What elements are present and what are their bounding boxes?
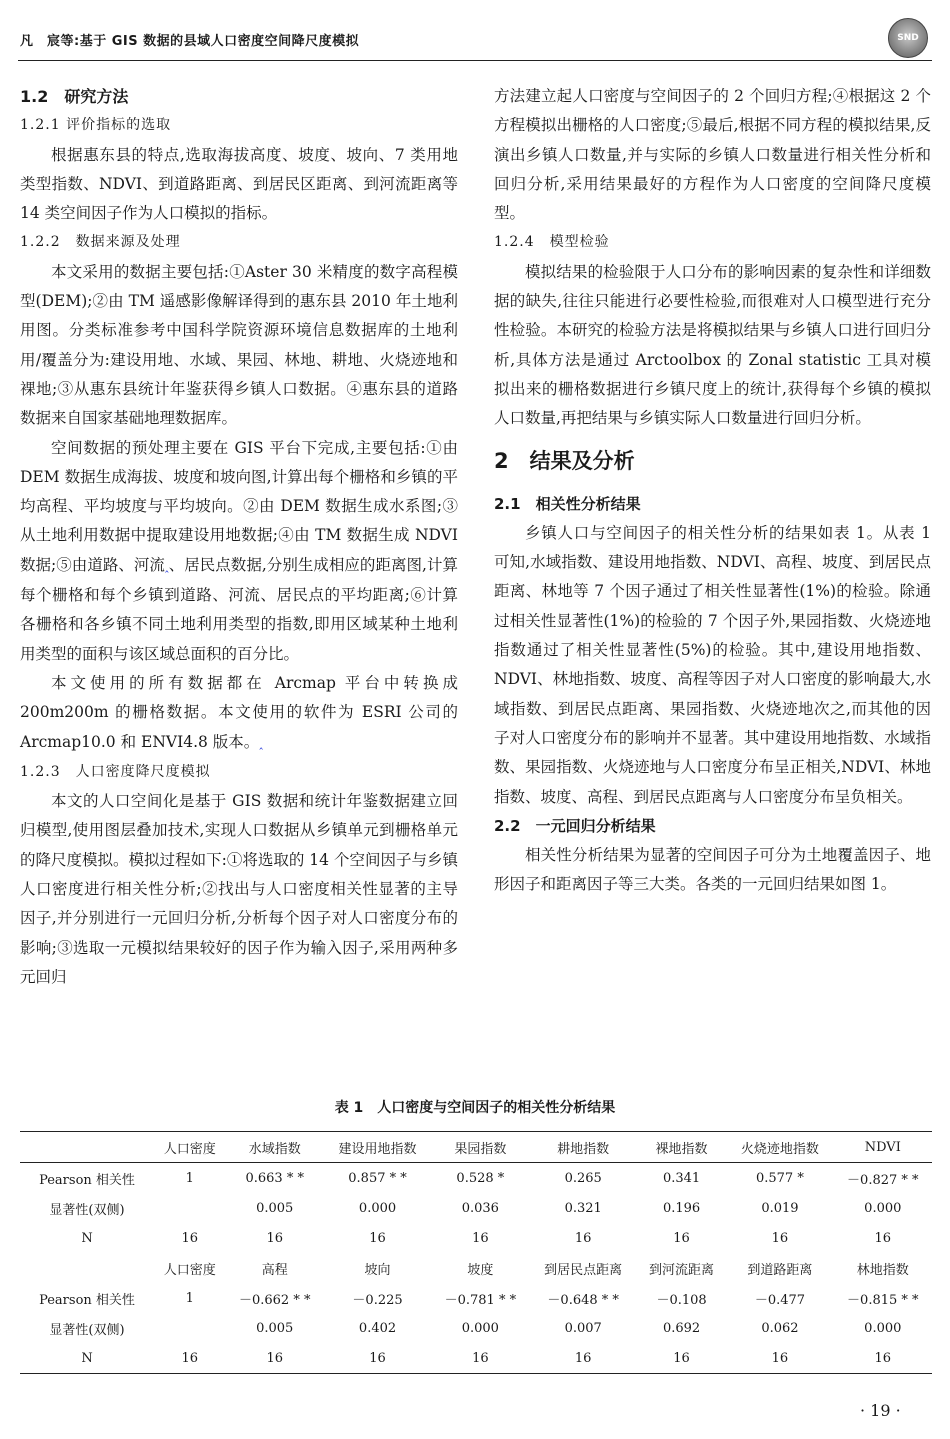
table-cell: 1 [185,1290,194,1306]
subsection-heading: 2.1 相关性分析结果 [494,494,641,513]
table-cell: 16 [472,1230,489,1246]
table-cell: 林地指数 [856,1262,909,1278]
paragraph-text: 空间数据的预处理主要在 GIS 平台下完成,主要包括:①由 DEM 数据生成海拔、坡度和坡向图,计算出每个栅格和乡镇的平均高程、平均坡度与平均坡向。②由 DEM 数据生成水系图;③从土地利用数据中提取建设用地数据;④由 TM 数据生成 NDVI 数据;⑤由道路、河流 [20,438,458,574]
chapter-heading: 2 结果及分析 [494,448,635,473]
table-cell: 果园指数 [431,1132,529,1163]
table-cell: 1 [154,1163,226,1194]
table-cell: －0.108 [656,1292,707,1308]
table-cell: 0.196 [662,1200,701,1216]
table-cell: 16 [834,1343,932,1374]
table-cell: 0.402 [358,1320,397,1336]
table-cell: 0.005 [256,1320,294,1336]
subsection-heading: 1.2.4 模型检验 [494,234,610,251]
table-cell: 16 [431,1343,529,1374]
table-cell: 0.000 [864,1200,902,1216]
table-cell: NDVI [834,1132,932,1163]
subsection-heading: 2.2 一元回归分析结果 [494,816,656,835]
table-cell: －0.648 * * [547,1292,619,1308]
table-cell: 16 [530,1343,637,1374]
correlation-table [20,1131,932,1374]
table-cell: 到道路距离 [747,1262,813,1278]
table-cell [154,1313,226,1343]
table-cell: 0.036 [461,1200,499,1216]
table-cell: 0.857 * * [324,1163,431,1194]
table-cell: 0.528 * [431,1163,529,1194]
table-cell: 坡度 [467,1262,494,1278]
table-cell: 16 [266,1230,283,1246]
table-row [20,1283,932,1313]
table-cell: 显著性(双侧) [49,1322,125,1338]
table-cell: 0.265 [530,1163,637,1194]
table-cell: 到河流距离 [649,1262,715,1278]
subsection-heading: 1.2.2 数据来源及处理 [20,234,181,251]
paragraph [20,434,458,669]
paragraph: 相关性分析结果为显著的空间因子可分为土地覆盖因子、地形因子和距离因子等三大类。各类的一元回归结果如图 1。 [494,846,931,894]
table-cell [20,1132,154,1163]
paragraph: 本文的人口空间化是基于 GIS 数据和统计年鉴数据建立回归模型,使用图层叠加技术,实现人口数据从乡镇单元到栅格单元的降尺度模拟。模拟过程如下:①将选取的 14 个空间因子与乡镇人口密度进行相关性分析;②找出与人口密度相关性显著的主导因子,并分别进行一元回归分析,分析每个因子对人口密度分布的影响;③选取一元模拟结果较好的因子作为输入因子,采用两种多元回归 [20,792,458,986]
table-cell: 火烧迹地指数 [726,1132,833,1163]
table-cell: 耕地指数 [530,1132,637,1163]
paragraph: 方法建立起人口密度与空间因子的 2 个回归方程;④根据这 2 个方程模拟出栅格的人口密度;⑤最后,根据不同方程的模拟结果,反演出乡镇人口数量,并与实际的乡镇人口数量进行相关性分析和回归分析,采用结果最好的方程作为人口密度的空间降尺度模型。 [494,87,931,223]
journal-logo-icon: SND [888,18,928,58]
table-cell: 水域指数 [226,1132,324,1163]
table-cell: 0.663 * * [226,1163,324,1194]
table-cell: －0.477 [754,1292,806,1308]
paragraph: 模拟结果的检验限于人口分布的影响因素的复杂性和详细数据的缺失,往往只能进行必要性检验,而很难对人口模型进行充分性检验。本研究的检验方法是将模拟结果与乡镇人口进行回归分析,具体方法是通过 Arctoolbox 的 Zonal statistic 工具对模拟出来的栅格数据进行乡镇尺度上的统计,获得每个乡镇的模拟人口数量,再把结果与乡镇实际人口数量进行回归分析。 [494,262,931,428]
paragraph: 本文采用的数据主要包括:①Aster 30 米精度的数字高程模型(DEM);②由 TM 遥感影像解译得到的惠东县 2010 年土地利用图。分类标准参考中国科学院资源环境信息数据库的土地利用/覆盖分为:建设用地、水域、果园、林地、耕地、火烧迹地和裸地;③从惠东县统计年鉴获得乡镇人口数据。④惠东县的道路数据来自国家基础地理数据库。 [20,262,458,428]
paragraph: 根据惠东县的特点,选取海拔高度、坡度、坡向、7 类用地类型指数、NDVI、到道路距离、到居民区距离、到河流距离等 14 类空间因子作为人口模拟的指标。 [20,145,458,223]
table-cell: －0.815 * * [847,1292,919,1308]
edit-caret-icon: ‸ [259,736,264,750]
table-row [20,1313,932,1343]
table-cell: 0.000 [461,1320,499,1336]
table-cell: 16 [637,1343,726,1374]
page-number: · 19 · [860,1401,901,1420]
subsection-heading: 1.2.3 人口密度降尺度模拟 [20,763,211,780]
table-cell: －0.225 [352,1292,403,1308]
table-cell: 坡向 [364,1262,391,1278]
table-cell: 到居民点距离 [544,1262,623,1278]
table-cell: 人口密度 [163,1262,216,1278]
table-cell: 0.005 [256,1200,294,1216]
table-cell: 16 [369,1230,386,1246]
table-row [20,1223,932,1253]
table-row [20,1343,932,1374]
table-cell: N [81,1230,93,1246]
table-cell: Pearson 相关性 [20,1163,154,1194]
table-cell: Pearson 相关性 [39,1292,135,1308]
table-cell: 0.692 [662,1320,701,1336]
section-heading: 1.2 研究方法 [20,87,129,106]
left-column [20,82,458,992]
table-cell: 16 [181,1230,199,1246]
table-cell: 0.321 [564,1200,602,1216]
header-rule [18,60,932,61]
table-cell: 0.000 [864,1320,902,1336]
table-cell: 0.000 [358,1200,397,1216]
table-cell: 16 [673,1230,690,1246]
table-cell: 16 [574,1230,592,1246]
table-cell: 16 [726,1343,833,1374]
table-cell: －0.781 * * [444,1292,517,1308]
table-cell: 0.007 [564,1320,602,1336]
running-header: 凡 宸等:基于 GIS 数据的县域人口密度空间降尺度模拟 [20,34,360,49]
table-cell: 16 [874,1230,892,1246]
subsection-heading: 1.2.1 评价指标的选取 [20,117,172,134]
table-cell: 高程 [261,1262,288,1278]
table-row [20,1163,932,1194]
table-cell: 人口密度 [154,1132,226,1163]
table-cell: 16 [154,1343,226,1374]
table-cell: 0.577 * [726,1163,833,1194]
paragraph-text: 本文使用的所有数据都在 Arcmap 平台中转换成 200m200m 的栅格数据。本文使用的软件为 ESRI 公司的 Arcmap10.0 和 ENVI4.8 版本。 [20,673,458,751]
table-cell: 裸地指数 [637,1132,726,1163]
table-cell: 16 [324,1343,431,1374]
table-cell: 16 [226,1343,324,1374]
table-cell: －0.662 * * [238,1292,311,1308]
table-header-row [20,1253,932,1283]
paragraph: 乡镇人口与空间因子的相关性分析的结果如表 1。从表 1 可知,水域指数、建设用地指数、NDVI、高程、坡度、到居民点距离、林地等 7 个因子通过了相关性显著性(1%)的检验。除通过相关性显著性(1%)的检验的 7 个因子外,果园指数、火烧迹地指数通过了相关性显著性(5%)的检验。其中,建设用地指数、NDVI、林地指数、坡度、高程等因子对人口密度的影响最大,水域指数、到居民点距离、果园指数、火烧迹地次之,而其他的因子对人口密度分布的影响并不显著。其中建设用地指数、水域指数、果园指数、火烧迹地与人口密度分布呈正相关,NDVI、林地指数、坡度、高程、到居民点距离与人口密度分布呈负相关。 [494,523,931,806]
table-header-row [20,1132,932,1163]
table-caption: 表 1 人口密度与空间因子的相关性分析结果 [334,1100,616,1116]
table-cell [20,1253,154,1283]
table-cell: 0.062 [761,1320,799,1336]
paragraph [20,669,458,758]
table-row [20,1193,932,1223]
table-cell: 建设用地指数 [324,1132,431,1163]
table-cell: N [20,1343,154,1374]
table-cell: －0.827 * * [834,1163,932,1194]
table-cell: 显著性(双侧) [49,1202,125,1218]
right-column [494,82,931,900]
table-cell: 0.019 [761,1200,799,1216]
table-cell [154,1193,226,1223]
paragraph-text: 、居民点数据,分别生成相应的距离图,计算每个栅格和每个乡镇到道路、河流、居民点的平均距离;⑥计算各栅格和各乡镇不同土地利用类型的指数,即用区域某种土地利用类型的面积与该区域总面积的百分比。 [20,555,458,663]
table-cell: 0.341 [637,1163,726,1194]
table-cell: 16 [771,1230,789,1246]
edit-caret-icon: ‸ [164,559,169,573]
